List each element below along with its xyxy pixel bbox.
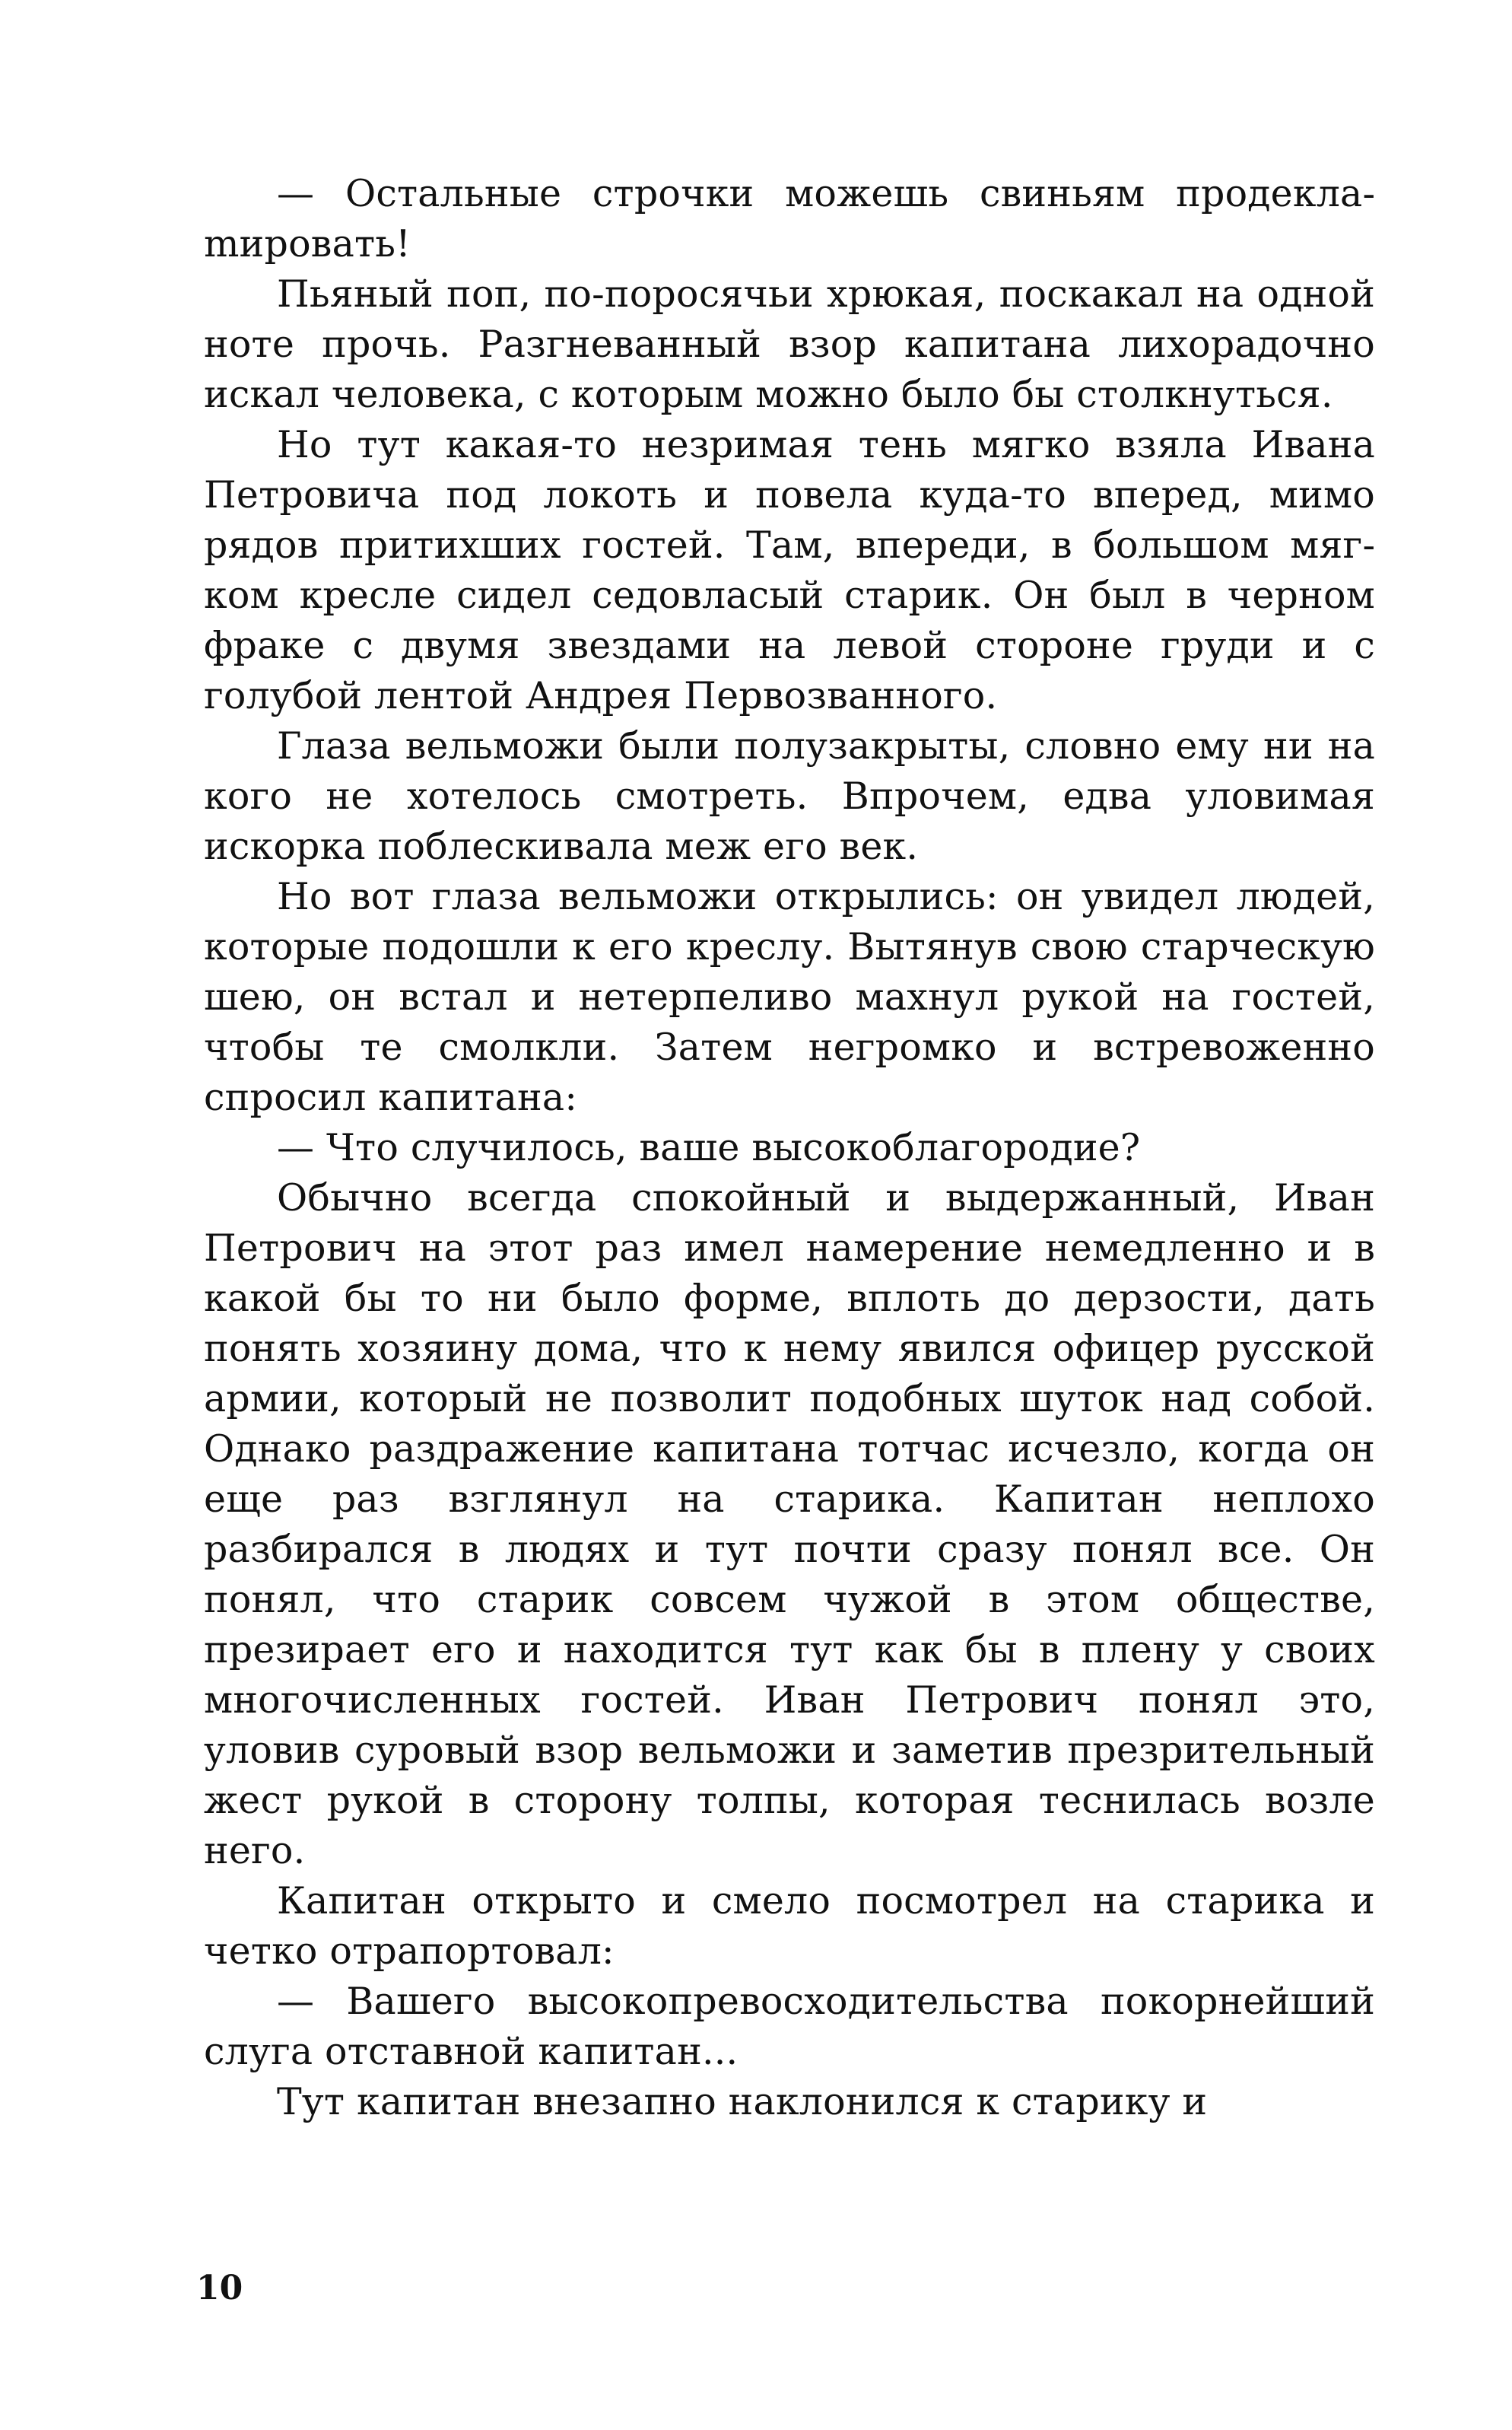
paragraph: — Что случилось, ваше высокоблагородие? — [277, 1126, 1141, 1169]
paragraph: — Остальные строчки можешь свиньям продеклаmировать! — [204, 172, 1375, 266]
paragraph: Пьяный поп, по-поросячьи хрюкая, поскакал на одной ноте прочь. Разгневанный взор капитана лихорадочно искал человека, с которым можно было бы столкнуться. — [204, 272, 1375, 416]
paragraph: Но тут какая-то незримая тень мягко взяла Ивана Петровича под локоть и повела куда-то вперед, мимо рядов притихших гостей. Там, впереди, в большом мягком кресле сидел седовласый старик. Он был в черном фраке с двумя звездами на левой стороне груди и с голубой лентой Андрея Первозванного. — [204, 423, 1375, 717]
paragraph: Глаза вельможи были полузакрыты, словно ему ни на кого не хотелось смотреть. Впрочем, едва уловимая искорка поблескивала меж его век. — [204, 724, 1375, 868]
paragraph: Тут капитан внезапно наклонился к старику и — [277, 2080, 1208, 2123]
paragraph: Но вот глаза вельможи открылись: он увидел людей, которые подошли к его креслу. Вытянув свою старческую шею, он встал и нетерпеливо махнул рукой на гостей, чтобы те смолкли. Затем негромко и встревоженно спросил капитана: — [204, 875, 1375, 1119]
paragraph: Обычно всегда спокойный и выдержанный, Иван Петрович на этот раз имел намерение немедленно и в какой бы то ни было форме, вплоть до дерзости, дать понять хозяину дома, что к нему явился офицер русской армии, который не позволит подобных шуток над собой. Однако раздражение капитана тотчас исчезло, когда он еще раз взглянул на старика. Капитан неплохо разбирался в людях и тут почти сразу понял все. Он понял, что старик совсем чужой в этом обществе, презирает его и находится тут как бы в плену у своих многочисленных гостей. Иван Петрович понял это, уловив суровый взор вельможи и заметив презрительный жест рукой в сторону толпы, которая теснилась возле него. — [204, 1176, 1375, 1872]
paragraph: — Вашего высокопревосходительства покорнейший слуга отставной капитан... — [204, 1980, 1375, 2073]
paragraph: Капитан открыто и смело посмотрел на старика и четко отрапортовал: — [204, 1879, 1375, 1973]
page-number: 10 — [196, 2269, 243, 2308]
page-text — [204, 169, 1375, 2127]
